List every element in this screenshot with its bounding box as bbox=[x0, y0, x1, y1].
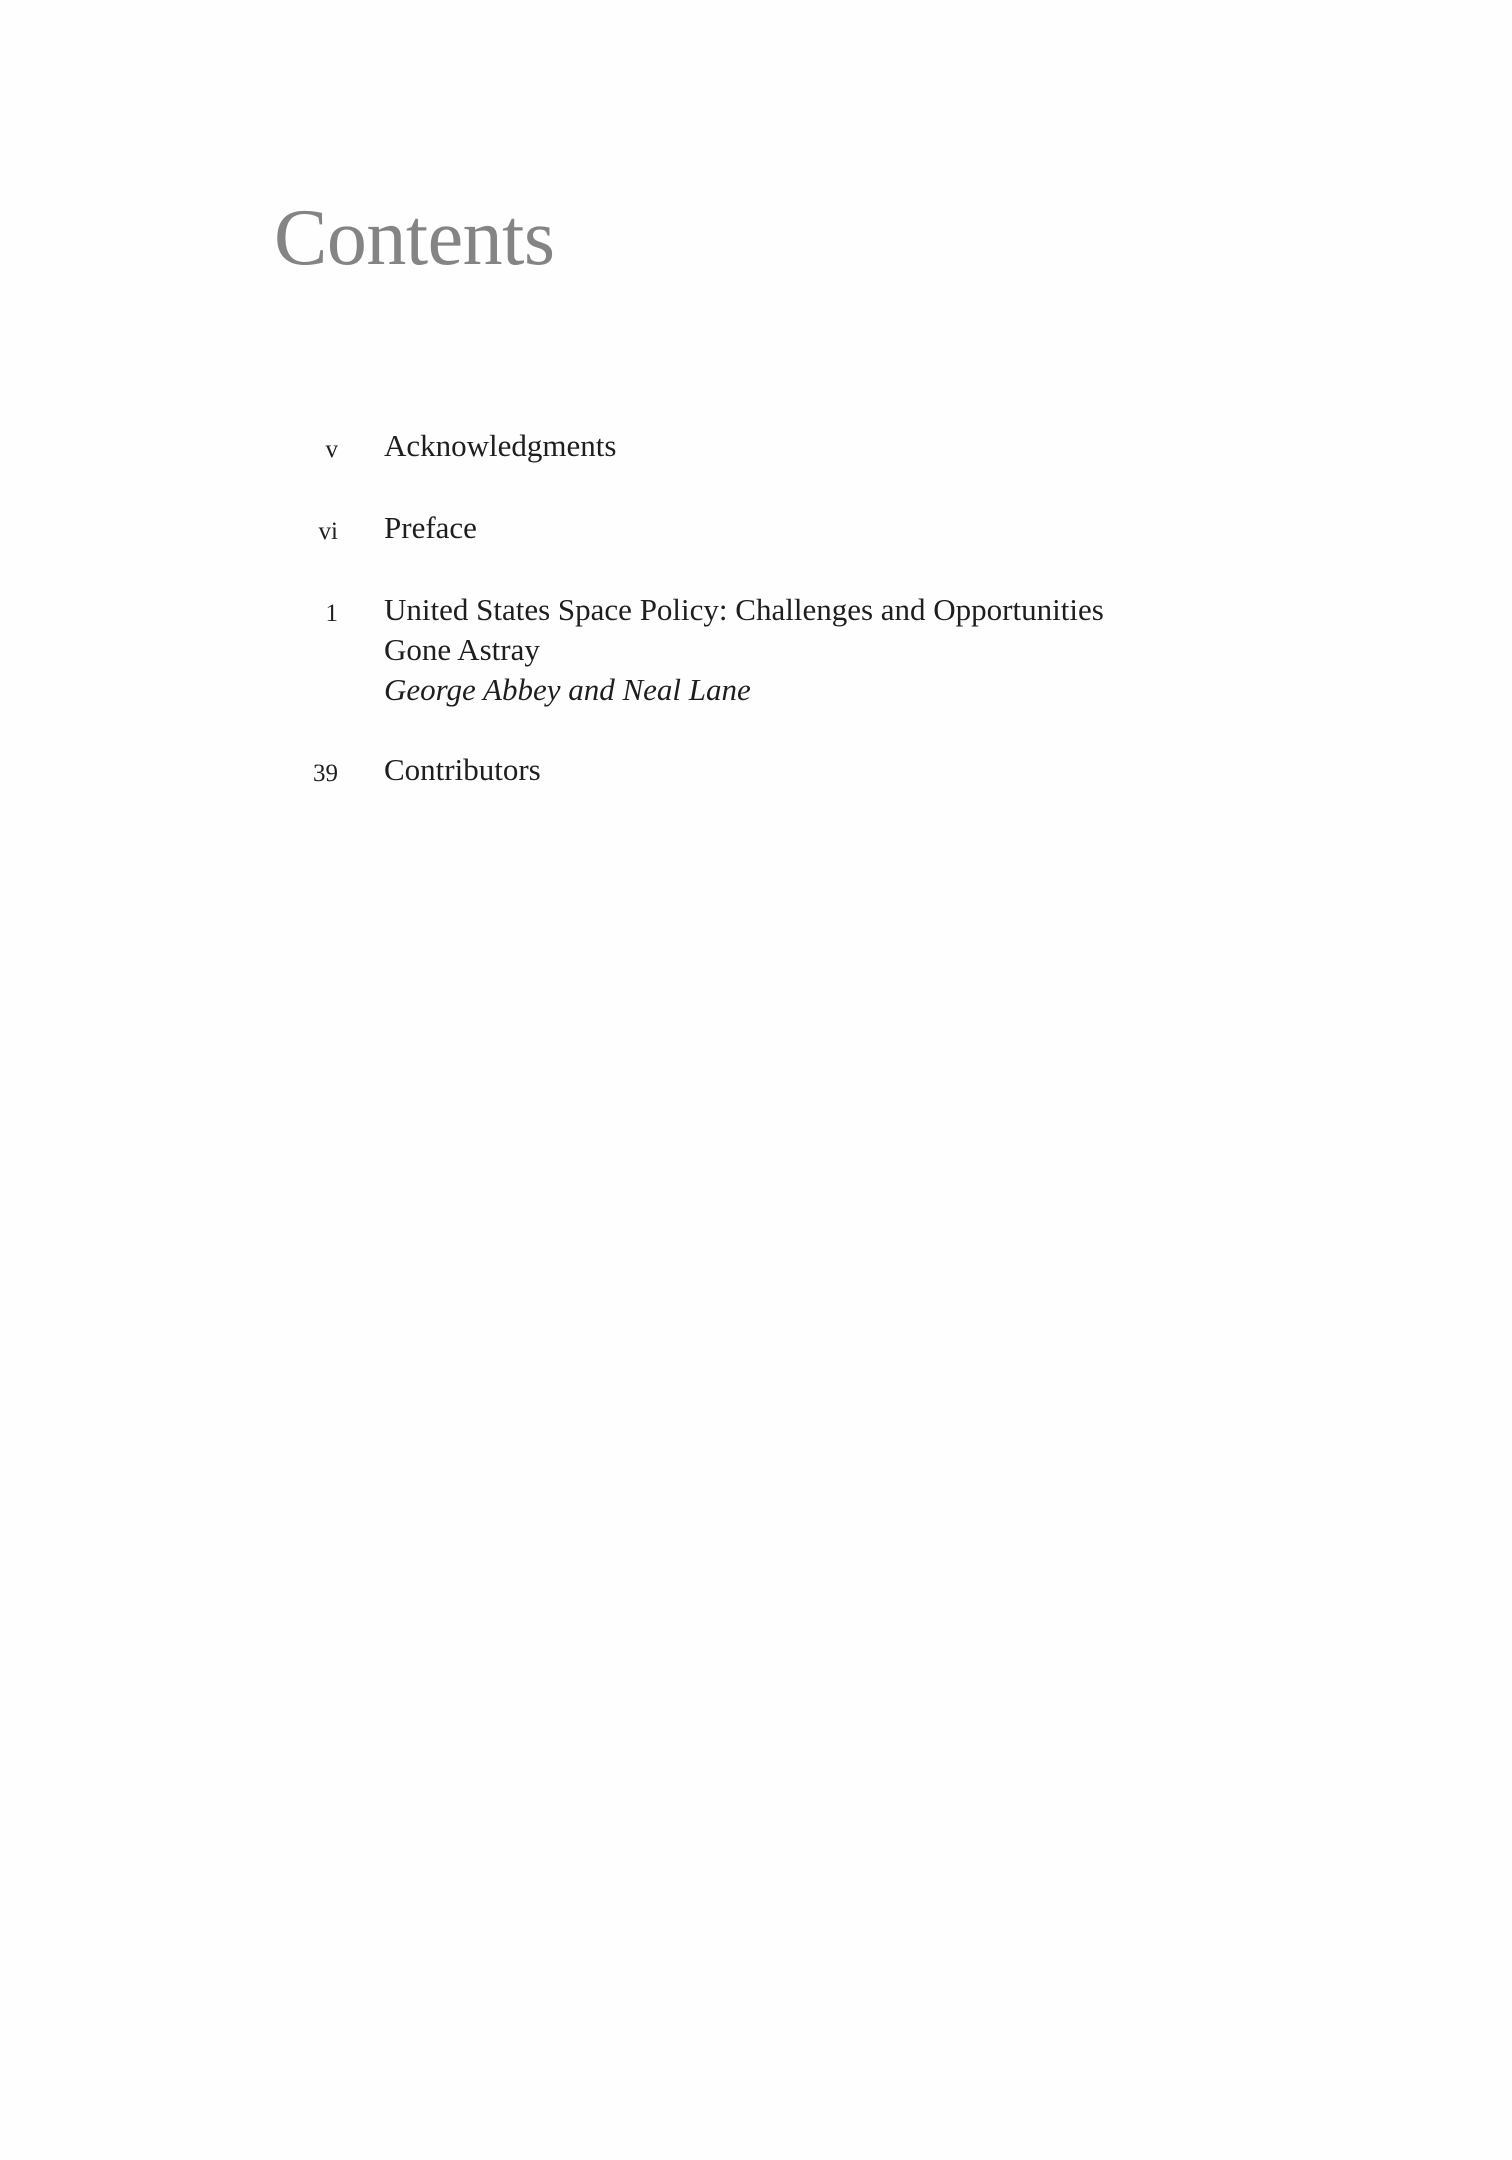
toc-entry-authors: George Abbey and Neal Lane bbox=[384, 672, 751, 707]
page-title: Contents bbox=[274, 194, 555, 282]
toc-entry-title: Acknowledgments bbox=[384, 428, 617, 463]
toc-entry-title-line-2: Gone Astray bbox=[384, 632, 540, 667]
toc-entry-title: Preface bbox=[384, 510, 477, 545]
toc-page-number: v bbox=[325, 436, 338, 463]
toc-page-number: 39 bbox=[313, 760, 338, 787]
toc-entry-title-line-1: United States Space Policy: Challenges and Opportunities bbox=[384, 592, 1104, 627]
toc-page-number: vi bbox=[318, 518, 338, 545]
toc-entry-title: Contributors bbox=[384, 752, 541, 787]
toc-page-number: 1 bbox=[325, 600, 338, 627]
